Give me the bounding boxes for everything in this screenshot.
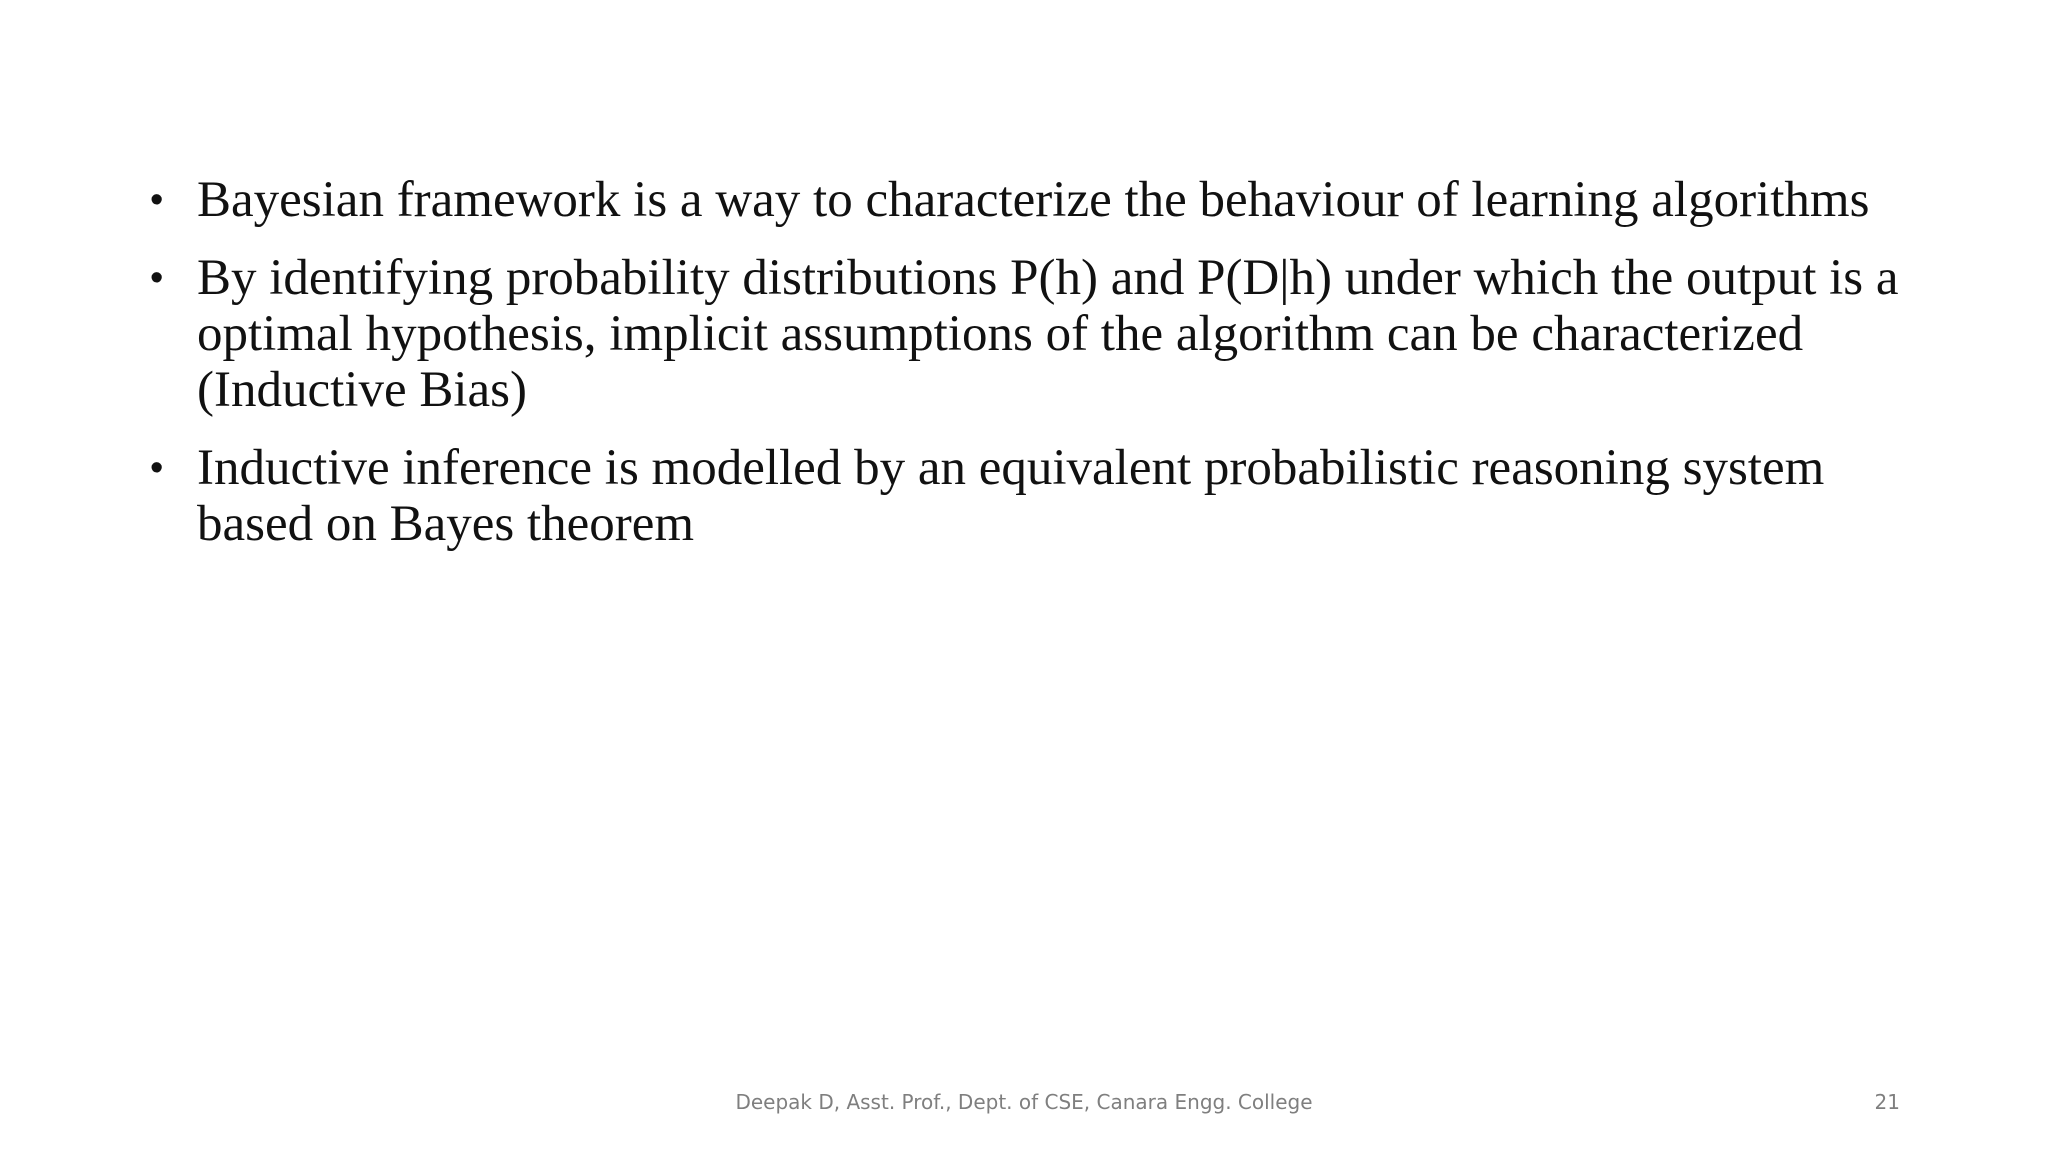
bullet-marker: • bbox=[150, 447, 164, 489]
bullet-text: Bayesian framework is a way to characterize the behaviour of learning algorithms bbox=[197, 172, 1870, 228]
bullet-item bbox=[150, 250, 1900, 418]
bullet-marker: • bbox=[150, 257, 164, 299]
bullet-list bbox=[150, 172, 1900, 574]
slide-page-number: 21 bbox=[1874, 1090, 1900, 1114]
bullet-item bbox=[150, 172, 1900, 228]
bullet-text: By identifying probability distributions P(h) and P(D|h) under which the output is a optimal hypothesis, implicit assumptions of the algorithm can be characterized (Inductive Bias) bbox=[197, 250, 1899, 418]
bullet-item bbox=[150, 440, 1900, 552]
bullet-marker: • bbox=[150, 179, 164, 221]
slide-footer: Deepak D, Asst. Prof., Dept. of CSE, Canara Engg. College bbox=[735, 1090, 1313, 1114]
bullet-text: Inductive inference is modelled by an equivalent probabilistic reasoning system based on Bayes theorem bbox=[197, 440, 1825, 552]
